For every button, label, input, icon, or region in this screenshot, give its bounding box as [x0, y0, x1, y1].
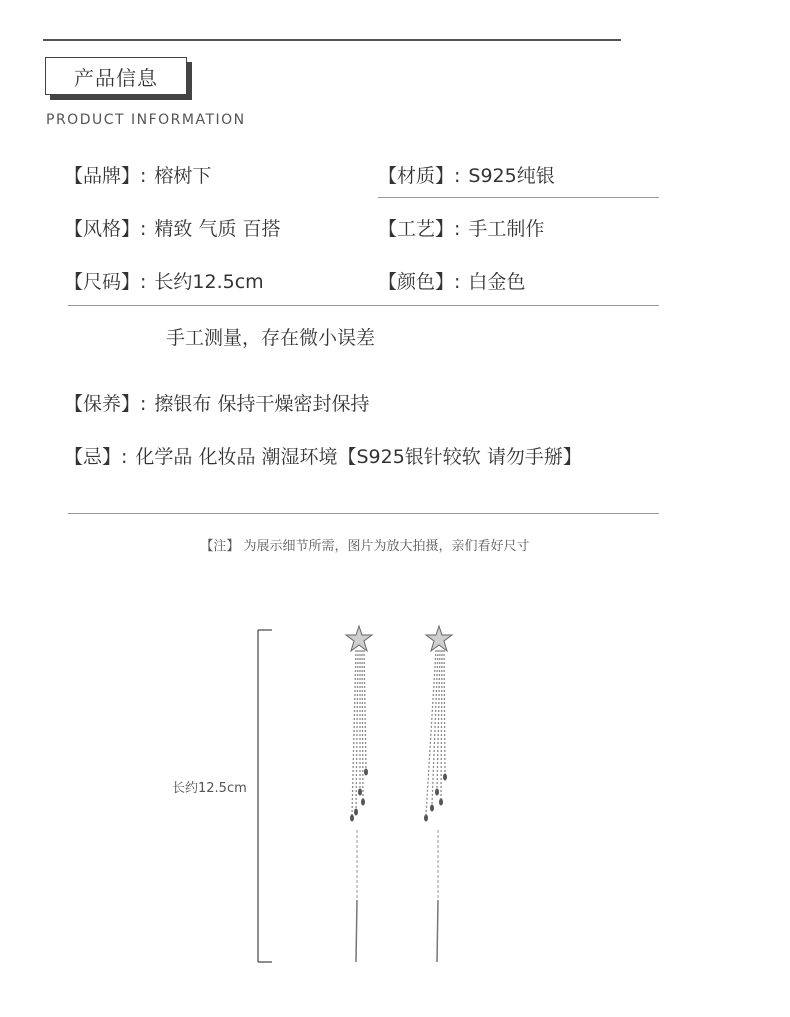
spec-brand-value: 榕树下 — [154, 165, 212, 187]
measure-label: 长约12.5cm — [172, 781, 247, 796]
spec-craft-key: 【工艺】: — [378, 218, 461, 240]
spec-size-value: 长约12.5cm — [154, 271, 264, 293]
spec-color — [378, 267, 525, 294]
left-earring — [346, 626, 372, 962]
spec-color-value: 白金色 — [468, 271, 526, 293]
spec-care-key: 【保养】: — [64, 393, 147, 415]
row-divider — [68, 305, 659, 306]
measure-bracket — [258, 630, 272, 962]
spec-style-key: 【风格】: — [64, 218, 147, 240]
spec-craft — [378, 214, 544, 241]
earring-photo — [0, 600, 790, 1017]
spec-material-value: S925纯银 — [468, 165, 555, 187]
spec-avoid-key: 【忌】: — [64, 446, 128, 468]
spec-craft-value: 手工制作 — [468, 218, 545, 240]
spec-material — [378, 161, 555, 188]
spec-care-value: 擦银布 保持干燥密封保持 — [154, 393, 370, 415]
spec-style — [64, 214, 281, 241]
row-divider — [378, 197, 659, 198]
section-divider — [68, 513, 659, 514]
spec-style-value: 精致 气质 百搭 — [154, 218, 281, 240]
spec-brand — [64, 161, 211, 188]
photo-note: 【注】 为展示细节所需，图片为放大拍摄，亲们看好尺寸 — [200, 539, 530, 554]
spec-material-key: 【材质】: — [378, 165, 461, 187]
spec-avoid-value: 化学品 化妆品 潮湿环境【S925银针较软 请勿手掰】 — [135, 446, 582, 468]
top-divider — [43, 39, 621, 41]
spec-color-key: 【颜色】: — [378, 271, 461, 293]
spec-avoid — [64, 442, 582, 469]
section-title: 产品信息 — [45, 57, 187, 95]
spec-size — [64, 267, 264, 294]
section-subtitle: PRODUCT INFORMATION — [46, 112, 246, 128]
spec-size-key: 【尺码】: — [64, 271, 147, 293]
spec-brand-key: 【品牌】: — [64, 165, 147, 187]
right-earring — [424, 626, 452, 962]
measure-note: 手工测量，存在微小误差 — [166, 327, 376, 349]
spec-care — [64, 389, 369, 416]
